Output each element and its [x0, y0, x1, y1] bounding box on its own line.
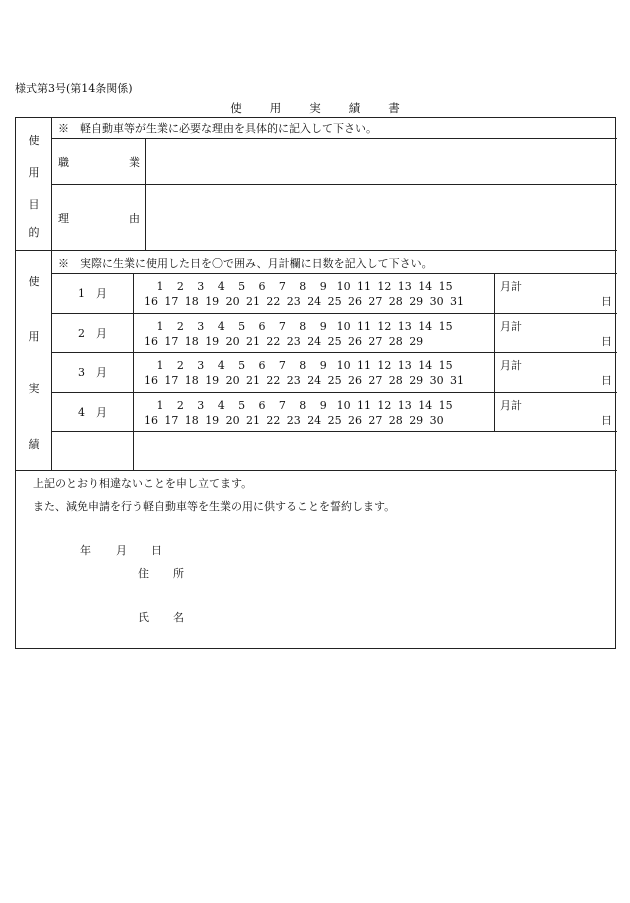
day-number[interactable]: 26	[348, 414, 362, 427]
monthly-total-field[interactable]	[531, 280, 601, 306]
day-number[interactable]: 4	[217, 399, 225, 412]
day-number[interactable]: 8	[299, 359, 307, 372]
day-number[interactable]: 21	[246, 374, 260, 387]
monthly-total-field[interactable]	[531, 359, 601, 385]
day-number[interactable]: 18	[184, 295, 199, 308]
title-char: 使	[230, 101, 242, 115]
day-number[interactable]: 8	[299, 280, 307, 293]
rule	[51, 273, 617, 274]
day-number[interactable]: 16	[144, 374, 158, 387]
day-number[interactable]: 12	[377, 399, 392, 412]
day-number[interactable]: 15	[438, 280, 453, 293]
day-number[interactable]: 17	[164, 414, 179, 427]
day-number[interactable]: 20	[225, 335, 240, 348]
day-number[interactable]: 16	[144, 295, 158, 308]
rule	[51, 352, 617, 353]
form-number: 様式第3号(第14条関係)	[15, 82, 133, 95]
day-number[interactable]: 20	[225, 295, 240, 308]
rule	[51, 431, 617, 432]
day-number[interactable]: 3	[197, 280, 205, 293]
rule	[494, 273, 495, 431]
day-number[interactable]: 25	[327, 335, 342, 348]
extra-month-label-field[interactable]	[53, 433, 131, 469]
day-number[interactable]: 22	[266, 335, 281, 348]
day-number[interactable]: 30	[429, 414, 444, 427]
day-number[interactable]: 7	[278, 320, 286, 333]
day-number[interactable]: 11	[357, 320, 371, 333]
day-number[interactable]: 5	[238, 280, 246, 293]
day-number[interactable]: 3	[197, 359, 205, 372]
day-number[interactable]: 21	[246, 295, 260, 308]
day-number[interactable]: 2	[176, 359, 184, 372]
day-number[interactable]: 30	[429, 295, 444, 308]
day-number[interactable]: 9	[319, 359, 327, 372]
day-number[interactable]: 30	[429, 374, 444, 387]
day-number[interactable]: 2	[176, 280, 184, 293]
day-number[interactable]: 21	[246, 335, 260, 348]
day-number[interactable]: 15	[438, 399, 453, 412]
day-number[interactable]: 10	[336, 320, 351, 333]
title-char: 績	[348, 101, 361, 115]
day-number[interactable]: 7	[278, 399, 286, 412]
day-number[interactable]: 10	[336, 359, 351, 372]
day-number[interactable]: 26	[348, 374, 362, 387]
day-number[interactable]: 25	[327, 295, 342, 308]
month-label: 4 月	[78, 406, 107, 419]
record-note: ※ 実際に生業に使用した日を〇で囲み、月計欄に日数を記入して下さい。	[58, 257, 433, 270]
month-label: 1 月	[78, 287, 107, 300]
day-unit: 日	[601, 295, 612, 308]
title-char: 書	[388, 101, 400, 115]
day-number[interactable]: 20	[225, 374, 240, 387]
day-number[interactable]: 13	[397, 320, 412, 333]
rule	[51, 138, 617, 139]
day-number[interactable]: 24	[307, 295, 322, 308]
rule	[16, 250, 617, 251]
day-number[interactable]: 28	[388, 414, 403, 427]
extra-days-field[interactable]	[135, 433, 615, 469]
day-number[interactable]: 4	[217, 280, 225, 293]
day-number[interactable]: 10	[336, 280, 351, 293]
day-number[interactable]: 28	[388, 374, 403, 387]
day-number[interactable]: 25	[327, 414, 342, 427]
rule	[16, 470, 617, 471]
declaration-line-1: 上記のとおり相違ないことを申し立てます。	[33, 477, 253, 490]
day-number[interactable]: 27	[368, 414, 383, 427]
occupation-field[interactable]	[147, 140, 615, 182]
rule	[133, 273, 134, 470]
monthly-total-label: 月計	[500, 320, 522, 333]
day-number[interactable]: 26	[348, 335, 362, 348]
day-number[interactable]: 27	[368, 374, 383, 387]
rule	[145, 138, 146, 250]
day-number[interactable]: 23	[286, 374, 301, 387]
rule	[51, 313, 617, 314]
day-number[interactable]: 22	[266, 374, 281, 387]
day-number[interactable]: 29	[409, 335, 424, 348]
day-number[interactable]: 3	[197, 399, 205, 412]
day-number[interactable]: 28	[388, 335, 403, 348]
day-number[interactable]: 2	[176, 320, 184, 333]
day-number[interactable]: 13	[397, 359, 412, 372]
day-unit: 日	[601, 414, 612, 427]
day-number[interactable]: 22	[266, 414, 281, 427]
rule	[51, 184, 617, 185]
day-number[interactable]: 13	[397, 280, 412, 293]
day-number[interactable]: 4	[217, 320, 225, 333]
day-number[interactable]: 23	[286, 335, 301, 348]
day-number[interactable]: 20	[225, 414, 240, 427]
day-number[interactable]: 8	[299, 399, 307, 412]
reason-field[interactable]	[147, 186, 615, 248]
day-number[interactable]: 4	[217, 359, 225, 372]
day-number[interactable]: 16	[144, 335, 158, 348]
day-number[interactable]: 12	[377, 359, 392, 372]
day-number[interactable]: 14	[418, 359, 433, 372]
day-number[interactable]: 27	[368, 295, 383, 308]
day-number[interactable]: 19	[205, 295, 220, 308]
day-number[interactable]: 2	[176, 399, 184, 412]
address-field[interactable]	[196, 564, 596, 582]
day-number[interactable]: 19	[205, 374, 220, 387]
name-field[interactable]	[196, 608, 596, 626]
day-number[interactable]: 18	[184, 374, 199, 387]
day-number[interactable]: 19	[205, 335, 220, 348]
day-number[interactable]: 6	[258, 359, 266, 372]
day-number[interactable]: 11	[357, 359, 371, 372]
rule	[51, 392, 617, 393]
month-label: 2 月	[78, 327, 107, 340]
day-number[interactable]: 29	[409, 295, 424, 308]
monthly-total-label: 月計	[500, 280, 522, 293]
monthly-total-label: 月計	[500, 399, 522, 412]
day-number[interactable]: 1	[156, 399, 164, 412]
day-number[interactable]: 19	[205, 414, 220, 427]
day-number[interactable]: 31	[450, 374, 464, 387]
day-number[interactable]: 14	[418, 320, 433, 333]
day-number[interactable]: 29	[409, 374, 424, 387]
day-number[interactable]: 15	[438, 320, 453, 333]
day-number[interactable]: 12	[377, 280, 392, 293]
day-number[interactable]: 10	[336, 399, 351, 412]
day-number[interactable]: 9	[319, 280, 327, 293]
day-number[interactable]: 1	[156, 359, 164, 372]
day-number[interactable]: 24	[307, 335, 322, 348]
day-number[interactable]: 23	[286, 414, 301, 427]
rule	[51, 118, 52, 470]
day-number[interactable]: 9	[319, 399, 327, 412]
purpose-note: ※ 軽自動車等が生業に必要な理由を具体的に記入して下さい。	[58, 122, 377, 135]
monthly-total-field[interactable]	[531, 320, 601, 346]
day-number[interactable]: 17	[164, 335, 179, 348]
day-number[interactable]: 17	[164, 374, 179, 387]
day-number[interactable]: 3	[197, 320, 205, 333]
day-number[interactable]: 15	[438, 359, 453, 372]
day-number[interactable]: 5	[238, 359, 246, 372]
day-number[interactable]: 12	[377, 320, 392, 333]
day-number[interactable]: 11	[357, 280, 371, 293]
day-number[interactable]: 13	[397, 399, 412, 412]
day-number[interactable]: 11	[357, 399, 371, 412]
declaration-line-2: また、減免申請を行う軽自動車等を生業の用に供することを誓約します。	[33, 500, 396, 513]
day-number[interactable]: 5	[238, 399, 246, 412]
day-number[interactable]: 6	[258, 320, 266, 333]
day-number[interactable]: 6	[258, 280, 266, 293]
day-number[interactable]: 22	[266, 295, 281, 308]
day-number[interactable]: 8	[299, 320, 307, 333]
day-number[interactable]: 26	[348, 295, 362, 308]
day-number[interactable]: 25	[327, 374, 342, 387]
day-number[interactable]: 28	[388, 295, 403, 308]
monthly-total-field[interactable]	[531, 399, 601, 425]
day-number[interactable]: 24	[307, 414, 322, 427]
document-title	[0, 100, 630, 116]
day-number[interactable]: 6	[258, 399, 266, 412]
title-char: 実	[309, 101, 321, 115]
day-number[interactable]: 7	[278, 280, 286, 293]
day-number[interactable]: 1	[156, 320, 164, 333]
day-number[interactable]: 18	[184, 414, 199, 427]
day-number[interactable]: 9	[319, 320, 327, 333]
title-char: 用	[269, 101, 282, 115]
day-number[interactable]: 27	[368, 335, 383, 348]
day-number[interactable]: 31	[450, 295, 464, 308]
day-unit: 日	[601, 374, 612, 387]
day-number[interactable]: 1	[156, 280, 164, 293]
day-number[interactable]: 7	[278, 359, 286, 372]
day-number[interactable]: 29	[409, 414, 424, 427]
day-number[interactable]: 18	[184, 335, 199, 348]
day-number[interactable]: 5	[238, 320, 246, 333]
day-number[interactable]: 21	[246, 414, 260, 427]
day-unit: 日	[601, 335, 612, 348]
day-number[interactable]: 24	[307, 374, 322, 387]
month-label: 3 月	[78, 366, 107, 379]
monthly-total-label: 月計	[500, 359, 522, 372]
day-number[interactable]: 23	[286, 295, 301, 308]
day-number[interactable]: 16	[144, 414, 158, 427]
day-number[interactable]: 17	[164, 295, 179, 308]
form-frame: 使 用 目 的 ※ 軽自動車等が生業に必要な理由を具体的に記入して下さい。 職 業 理 由 使 用 実 績 ※ 実際に生業に使用した日を〇で囲み、月計欄に日数を記入して下さい。 1 月 1 2 3 4 5 6 7 8 9 10 11 12 13 14 15 16 17 18 19 20 21 22 23 24 25 26 27 28 29 30 31 月計 日 2 月 1 2 3 4 5 6 7 8 9 10 11 12 13 14 15 16 17 18 19 20 21 22 23 24 25 26 27 28 29 月計 日 3 月 1 2 3 4 5 6 7 8 9 10 11 12 13 14 15 16 17 18 19 20 21 22 23 24 25 26 27 28 29 30 31 月計 日 4 月 1 2 3 4 5 6 7 8 9 10 11 12 13 14 15 16 17 18 19 20 21 22 23 24 25 26 27 28 29 30 月計 日 上記のとおり相違ないことを申し立てます。 また、減免申請を行う軽自動車等を生業の用に供することを誓約します。 年 月 日 住 所 氏 名	[15, 117, 616, 649]
day-number[interactable]: 14	[418, 399, 433, 412]
day-number[interactable]: 14	[418, 280, 433, 293]
